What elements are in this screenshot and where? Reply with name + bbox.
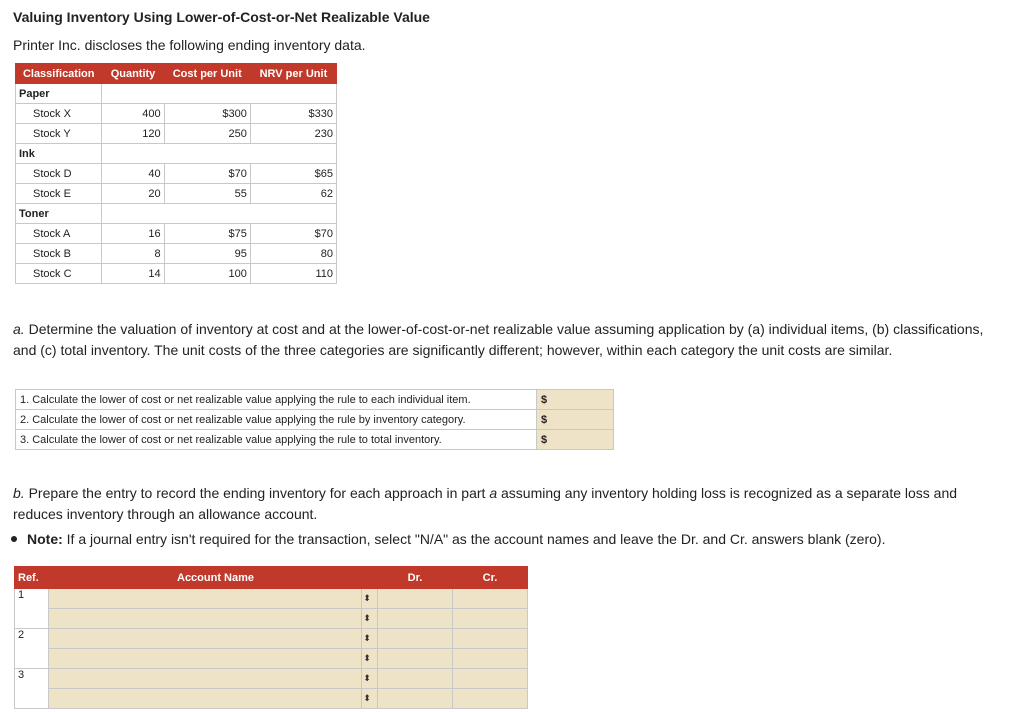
bullet-icon [11,536,17,542]
category-row [16,144,337,164]
note-text: If a journal entry isn't required for the transaction, select "N/A" as the account names and leave the Dr. and Cr. answers blank (zero). [62,531,886,547]
item-nrv: 62 [250,184,336,204]
journal-header-row [15,567,528,589]
item-cost: 100 [164,264,250,284]
part-a-instructions [13,319,1008,361]
header-classification: Classification [16,64,102,84]
header-quantity: Quantity [102,64,164,84]
item-cost: 95 [164,244,250,264]
note-label: Note: [27,531,63,547]
table-row [16,104,337,124]
item-quantity: 400 [102,104,164,124]
answer-input-category[interactable]: $ [537,410,614,430]
debit-input[interactable] [378,669,453,689]
item-cost: 55 [164,184,250,204]
account-select[interactable] [49,669,362,689]
inventory-table [15,63,337,284]
question-label: 2. Calculate the lower of cost or net realizable value applying the rule by inventory category. [16,410,537,430]
question-label: 3. Calculate the lower of cost or net realizable value applying the rule to total inventory. [16,430,537,450]
table-row [16,390,614,410]
debit-input[interactable] [378,609,453,629]
part-b-instructions [13,483,1008,525]
item-name: Stock D [16,164,102,184]
answer-input-total[interactable]: $ [537,430,614,450]
debit-input[interactable] [378,589,453,609]
item-name: Stock A [16,224,102,244]
ref-number: 1 [15,589,49,629]
item-nrv: 110 [250,264,336,284]
account-select[interactable] [49,689,362,709]
table-row [15,669,528,689]
item-nrv: $65 [250,164,336,184]
credit-input[interactable] [453,609,528,629]
debit-input[interactable] [378,649,453,669]
item-nrv: 230 [250,124,336,144]
header-nrv-per-unit: NRV per Unit [250,64,336,84]
question-label: 1. Calculate the lower of cost or net realizable value applying the rule to each individual item. [16,390,537,410]
item-cost: $300 [164,104,250,124]
part-b-label: b. [13,485,25,501]
ref-number: 3 [15,669,49,709]
select-arrows-icon[interactable]: ⬍ [362,689,378,709]
table-row [16,410,614,430]
header-account-name: Account Name [49,567,378,589]
header-cost-per-unit: Cost per Unit [164,64,250,84]
item-nrv: $70 [250,224,336,244]
journal-entry-table [14,566,528,709]
table-row [16,124,337,144]
item-name: Stock B [16,244,102,264]
account-select[interactable] [49,609,362,629]
item-name: Stock Y [16,124,102,144]
table-row [15,589,528,609]
table-row [16,184,337,204]
debit-input[interactable] [378,629,453,649]
category-label: Paper [16,84,102,104]
item-name: Stock C [16,264,102,284]
credit-input[interactable] [453,589,528,609]
credit-input[interactable] [453,649,528,669]
item-quantity: 16 [102,224,164,244]
note-bullet [11,531,885,547]
item-name: Stock X [16,104,102,124]
header-dr: Dr. [378,567,453,589]
answer-input-individual[interactable]: $ [537,390,614,410]
credit-input[interactable] [453,629,528,649]
table-row [16,244,337,264]
part-a-text: Determine the valuation of inventory at cost and at the lower-of-cost-or-net realizable value assuming application by (a) individual items, (b) classifications, and (c) total inventory. The unit costs of the three categories are significantly different; however, within each category the unit costs are similar. [13,321,984,358]
table-row [15,649,528,669]
account-select[interactable] [49,589,362,609]
part-b-text-end: assuming any inventory holding loss is recognized as a separate loss and reduces inventory through an allowance account. [13,485,958,522]
category-label: Toner [16,204,102,224]
page-title: Valuing Inventory Using Lower-of-Cost-or-Net Realizable Value [13,9,430,25]
select-arrows-icon[interactable]: ⬍ [362,589,378,609]
credit-input[interactable] [453,689,528,709]
part-a-label: a. [13,321,25,337]
item-cost: $70 [164,164,250,184]
credit-input[interactable] [453,669,528,689]
intro-text: Printer Inc. discloses the following ending inventory data. [13,37,366,53]
account-select[interactable] [49,649,362,669]
account-select[interactable] [49,629,362,649]
item-cost: 250 [164,124,250,144]
table-row [16,224,337,244]
item-cost: $75 [164,224,250,244]
select-arrows-icon[interactable]: ⬍ [362,629,378,649]
table-row [15,609,528,629]
select-arrows-icon[interactable]: ⬍ [362,669,378,689]
table-row [16,264,337,284]
part-b-text: Prepare the entry to record the ending inventory for each approach in part [24,485,490,501]
item-nrv: $330 [250,104,336,124]
item-quantity: 40 [102,164,164,184]
header-ref: Ref. [15,567,49,589]
table-row [16,164,337,184]
item-name: Stock E [16,184,102,204]
ref-number: 2 [15,629,49,669]
item-quantity: 20 [102,184,164,204]
item-nrv: 80 [250,244,336,264]
table-row [15,629,528,649]
header-cr: Cr. [453,567,528,589]
part-b-italic: a [489,485,498,501]
table-row [16,430,614,450]
inventory-header-row [16,64,337,84]
calculation-table [15,389,614,450]
item-quantity: 8 [102,244,164,264]
table-row [15,689,528,709]
select-arrows-icon[interactable]: ⬍ [362,649,378,669]
debit-input[interactable] [378,689,453,709]
category-row [16,84,337,104]
category-row [16,204,337,224]
category-label: Ink [16,144,102,164]
item-quantity: 120 [102,124,164,144]
item-quantity: 14 [102,264,164,284]
select-arrows-icon[interactable]: ⬍ [362,609,378,629]
